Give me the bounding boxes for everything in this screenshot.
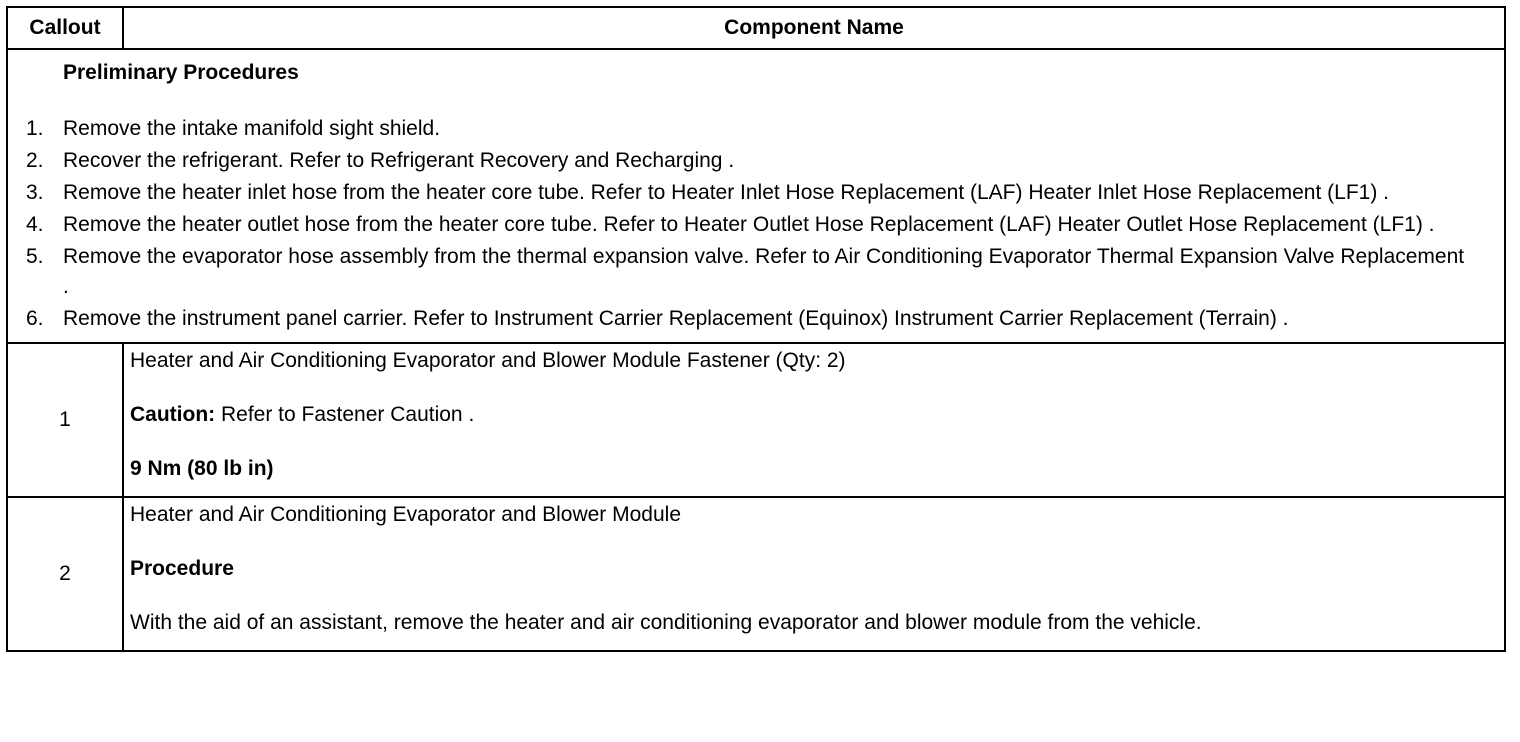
preliminary-step	[8, 304, 1474, 334]
preliminary-procedures-heading: Preliminary Procedures	[63, 61, 299, 84]
step-number: 1.	[26, 117, 44, 140]
component-cell	[123, 497, 1505, 651]
step-text: Remove the heater inlet hose from the heater core tube. Refer to Heater Inlet Hose Replacement (LAF) Heater Inlet Hose Replacement (LF1) .	[63, 181, 1389, 204]
table-header-row	[7, 7, 1505, 49]
step-number: 2.	[26, 149, 44, 172]
preliminary-steps-list	[8, 114, 1474, 334]
caution-note	[130, 400, 1496, 430]
preliminary-step	[8, 146, 1474, 176]
callout-column-header: Callout	[7, 7, 123, 49]
procedure-table	[6, 6, 1506, 652]
procedure-label: Procedure	[130, 557, 234, 580]
step-text: Recover the refrigerant. Refer to Refrigerant Recovery and Recharging .	[63, 149, 735, 172]
preliminary-step	[8, 242, 1474, 302]
component-cell	[123, 343, 1505, 497]
step-text: Remove the heater outlet hose from the heater core tube. Refer to Heater Outlet Hose Replacement (LAF) Heater Outlet Hose Replacement (LF1) .	[63, 213, 1435, 236]
callout-number: 2	[7, 497, 123, 651]
preliminary-procedures-row	[7, 49, 1505, 343]
preliminary-step	[8, 114, 1474, 144]
table-row	[7, 497, 1505, 651]
step-text: Remove the intake manifold sight shield.	[63, 117, 441, 140]
procedure-text: With the aid of an assistant, remove the heater and air conditioning evaporator and blower module from the vehicle.	[130, 611, 1202, 634]
step-number: 3.	[26, 181, 44, 204]
step-text: Remove the evaporator hose assembly from the thermal expansion valve. Refer to Air Conditioning Evaporator Thermal Expansion Valve Replacement .	[63, 245, 1465, 298]
step-text: Remove the instrument panel carrier. Refer to Instrument Carrier Replacement (Equinox) Instrument Carrier Replacement (Terrain) .	[63, 307, 1289, 330]
preliminary-procedures-cell	[7, 49, 1505, 343]
table-row	[7, 343, 1505, 497]
component-name-column-header: Component Name	[123, 7, 1505, 49]
preliminary-step	[8, 210, 1474, 240]
caution-label: Caution:	[130, 403, 216, 426]
caution-text: Refer to Fastener Caution .	[215, 403, 475, 426]
preliminary-step	[8, 178, 1474, 208]
step-number: 4.	[26, 213, 44, 236]
torque-spec: 9 Nm (80 lb in)	[130, 457, 274, 480]
step-number: 6.	[26, 307, 44, 330]
component-name: Heater and Air Conditioning Evaporator and Blower Module	[130, 503, 681, 526]
callout-number: 1	[7, 343, 123, 497]
step-number: 5.	[26, 245, 44, 268]
component-name: Heater and Air Conditioning Evaporator and Blower Module Fastener (Qty: 2)	[130, 349, 846, 372]
